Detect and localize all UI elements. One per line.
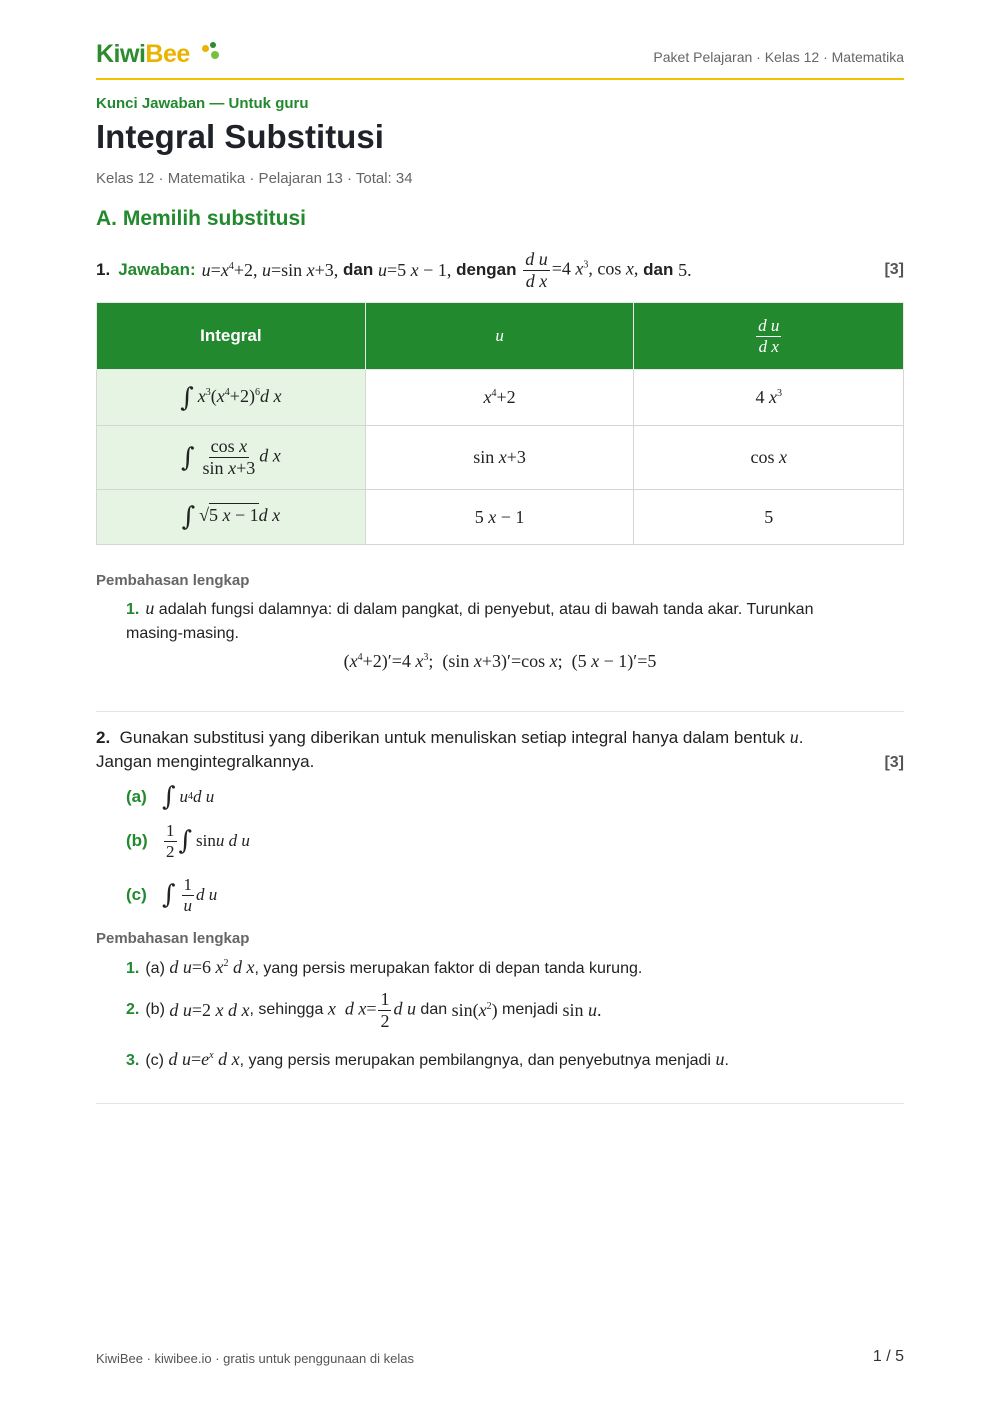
u-cell: sin x+3 — [365, 426, 634, 490]
page-title: Integral Substitusi — [96, 118, 384, 155]
breadcrumb: Paket Pelajaran · Kelas 12 · Matematika — [653, 49, 904, 65]
part-c: (c) ∫ $\frac{1}{u}$ d u — [126, 875, 218, 915]
header-dudx: $\frac{\text{d u}}{\text{d x}}$ — [634, 303, 904, 370]
dudx-cell: cos x — [634, 426, 904, 490]
question-1: 1. Jawaban: $u=x^4+2$, u=sin x+3, dan u=5 x − 1, dengan $\frac{\text{d u}}{\text{d x}}$ =4 $x^3$, cos x, dan 5. [3] — [96, 248, 904, 291]
page-number: 1 / 5 — [872, 1348, 904, 1365]
integral-cell: ∫ √5 x − 1d x — [97, 490, 366, 545]
solution-step: 1. u adalah fungsi dalamnya: di dalam pangkat, di penyebut, atau di bawah tanda akar. Turunkan masing-masing. — [126, 598, 814, 642]
answer-key-label: Kunci Jawaban — Untuk guru — [96, 95, 309, 112]
part-b: (b) $\frac{1}{2}$ ∫ sin u d u — [126, 821, 250, 861]
derivative-equation: $(x^4+2)'=4$ $x^3$; (sin x+3)′=cos x; (5 x − 1)′=5 — [343, 651, 657, 671]
marks-badge: [3] — [884, 754, 904, 771]
section-heading: A. Memilih substitusi — [96, 207, 307, 230]
solution-heading: Pembahasan lengkap — [96, 572, 250, 589]
kiwibee-logo: KiwiBee — [96, 40, 190, 68]
part-a: (a) ∫ u 4 d u — [126, 782, 215, 812]
with-word: dengan — [456, 260, 517, 279]
question-2: 2. Gunakan substitusi yang diberikan untuk menuliskan setiap integral hanya dalam bentuk u. Jangan mengintegralkannya. [3] — [96, 725, 904, 774]
lesson-meta: Kelas 12 · Matematika · Pelajaran 13 · Total: 34 — [96, 170, 413, 187]
solution-step: 1. (a) d u=6 $x^2$ d x, yang persis merupakan faktor di depan tanda kurung. — [126, 957, 643, 977]
table-header-row — [97, 303, 904, 370]
u-cell: 5 x − 1 — [365, 490, 634, 545]
divider — [96, 1103, 904, 1104]
footer-text: KiwiBee · kiwibee.io · gratis untuk penggunaan di kelas — [96, 1351, 414, 1366]
dudx-cell: 5 — [634, 490, 904, 545]
integral-cell: ∫ $\frac{\text{cos x}}{\text{sin x+3}}$ d x — [97, 426, 366, 490]
substitution-table — [96, 302, 904, 545]
answer-label: Jawaban: — [118, 260, 196, 279]
table-row — [97, 490, 904, 545]
header-u: u — [365, 303, 634, 370]
header-integral: Integral — [97, 303, 366, 370]
dudx-cell: 4 $x^3$ — [634, 370, 904, 426]
divider — [96, 711, 904, 712]
solution-step: 3. (c) d $u=e^x$ d x, yang persis merupakan pembilangnya, dan penyebutnya menjadi u. — [126, 1049, 729, 1069]
u-cell: $x^4+2$ — [365, 370, 634, 426]
integral-cell: ∫ $x^3(x^4+2)^6d$ x — [97, 370, 366, 426]
answer-math: $u=x^4+2$, u=sin x+3, — [201, 259, 339, 280]
logo-dots-icon — [202, 42, 222, 62]
table-row — [97, 370, 904, 426]
and-word: dan — [343, 260, 374, 279]
question-number: 1. — [96, 260, 111, 279]
marks-badge: [3] — [884, 261, 904, 278]
table-row — [97, 426, 904, 490]
page-header — [96, 40, 904, 80]
solution-step: 2. (b) d u=2 x d x , sehingga x d x= $\frac{1}{2}$ d u dan $\sin(x^2)$ menjadi sin u. — [126, 989, 602, 1031]
solution-heading: Pembahasan lengkap — [96, 930, 250, 947]
